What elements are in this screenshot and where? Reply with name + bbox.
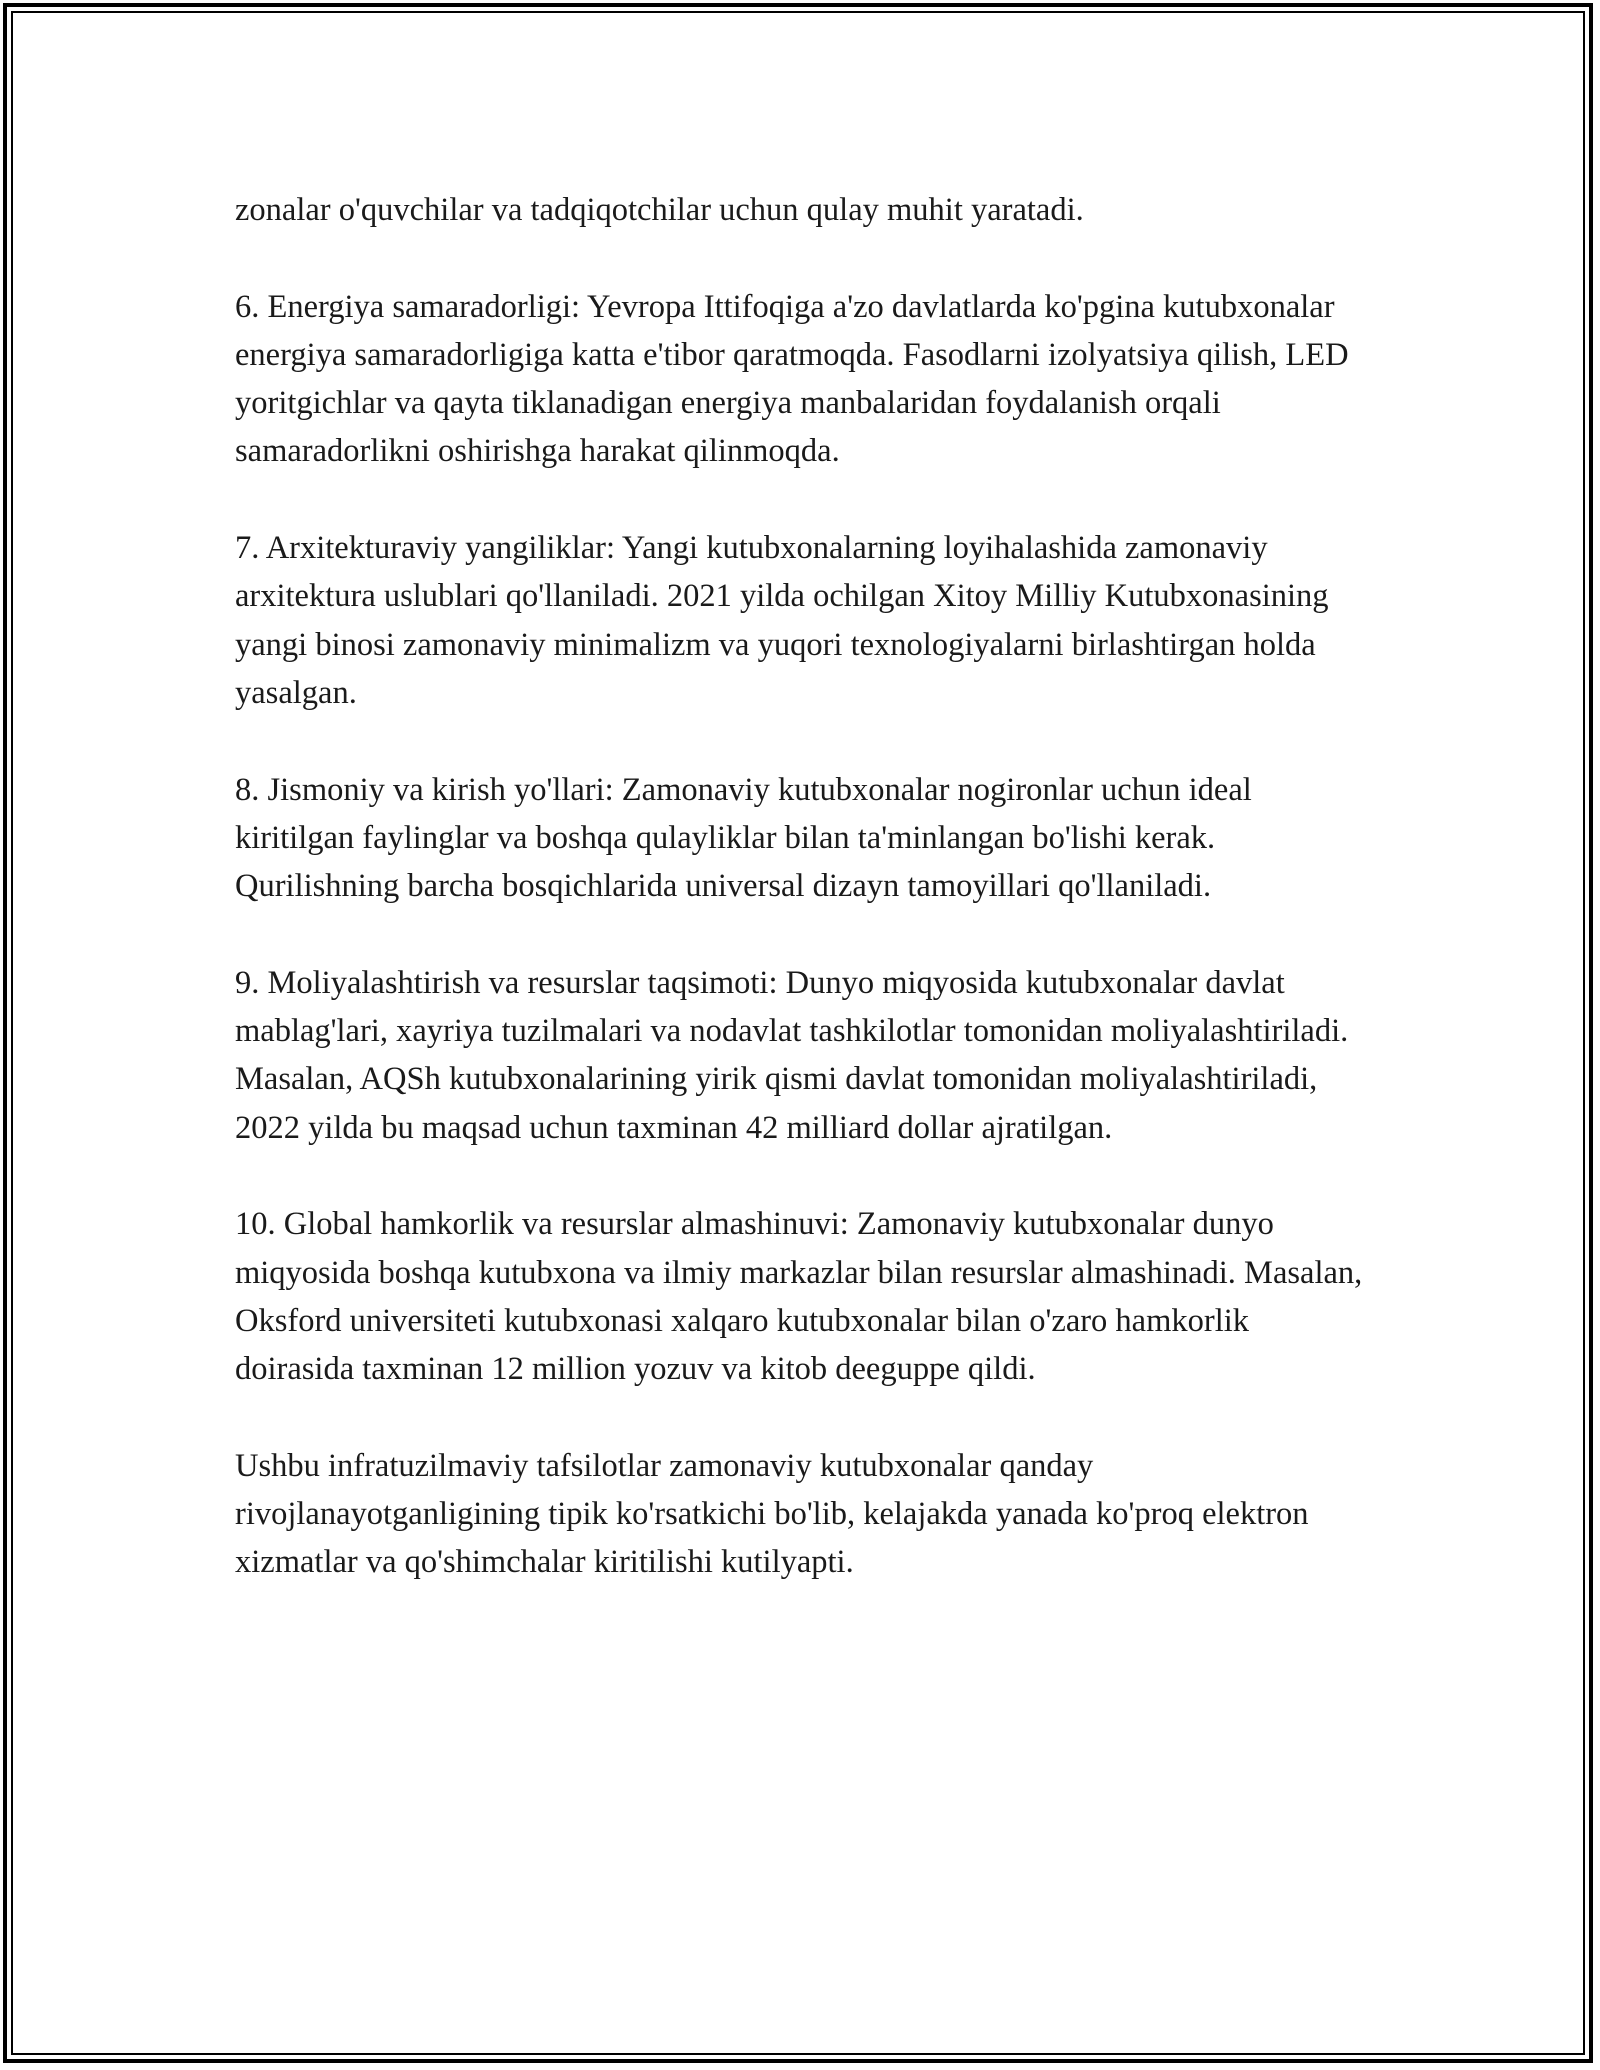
paragraph-global-cooperation: 10. Global hamkorlik va resurslar almashinuvi: Zamonaviy kutubxonalar dunyo miqyosida boshqa kutubxona va ilmiy markazlar bilan resurslar almashinadi. Masalan, Oksford universiteti kutubxonasi xalqaro kutubxonalar bilan o'zaro hamkorlik doirasida taxminan 12 million yozuv va kitob deeguppe qildi. — [235, 1206, 1363, 1388]
paragraph-funding: 9. Moliyalashtirish va resurslar taqsimoti: Dunyo miqyosida kutubxonalar davlat mablag'lari, xayriya tuzilmalari va nodavlat tashkilotlar tomonidan moliyalashtiriladi. Masalan, AQSh kutubxonalarining yirik qismi davlat tomonidan moliyalashtiriladi, 2022 yilda bu maqsad uchun taxminan 42 milliard dollar ajratilgan. — [235, 964, 1349, 1146]
paragraph-energy-efficiency: 6. Energiya samaradorligi: Yevropa Ittifoqiga a'zo davlatlarda ko'pgina kutubxonalar energiya samaradorligiga katta e'tibor qaratmoqda. Fasodlarni izolyatsiya qilish, LED yoritgichlar va qayta tiklanadigan energiya manbalaridan foydalanish orqali samaradorlikni oshirishga harakat qilinmoqda. — [235, 288, 1349, 470]
paragraph-architecture: 7. Arxitekturaviy yangiliklar: Yangi kutubxonalarning loyihalashida zamonaviy arxitektura uslublari qo'llaniladi. 2021 yilda ochilgan Xitoy Milliy Kutubxonasining yangi binosi zamonaviy minimalizm va yuqori texnologiyalarni birlashtirgan holda yasalgan. — [235, 530, 1329, 711]
paragraph-continuation: zonalar o'quvchilar va tadqiqotchilar uchun qulay muhit yaratadi. — [235, 192, 1084, 228]
paragraph-conclusion: Ushbu infratuzilmaviy tafsilotlar zamonaviy kutubxonalar qanday rivojlanayotganligining tipik ko'rsatkichi bo'lib, kelajakda yanada ko'proq elektron xizmatlar va qo'shimchalar kiritilishi kutilyapti. — [235, 1447, 1309, 1581]
document-body — [235, 186, 1365, 1635]
paragraph-accessibility: 8. Jismoniy va kirish yo'llari: Zamonaviy kutubxonalar nogironlar uchun ideal kiritilgan faylinglar va boshqa qulayliklar bilan ta'minlangan bo'lishi kerak. Qurilishning barcha bosqichlarida universal dizayn tamoyillari qo'llaniladi. — [235, 771, 1252, 905]
